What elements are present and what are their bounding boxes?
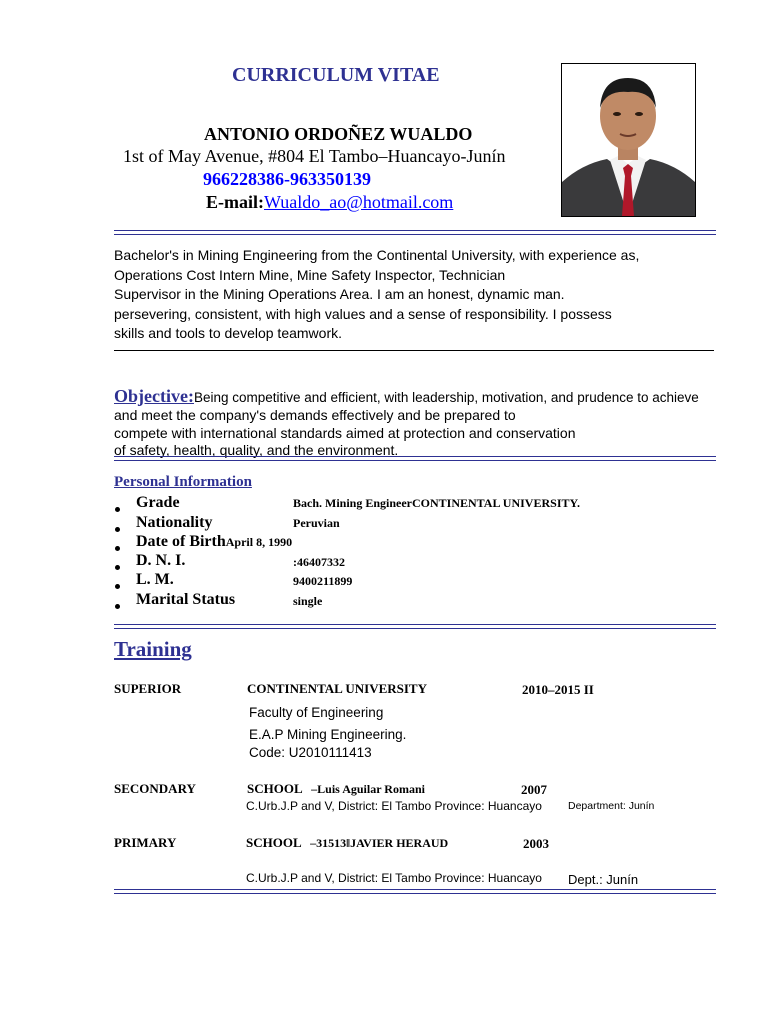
superior-faculty: Faculty of Engineering [249,705,384,720]
primary-department: Dept.: Junín [568,872,639,887]
header-divider [114,230,716,235]
objective-line: compete with international standards aimed at protection and conservation [114,424,576,441]
primary-school-row [246,835,448,851]
dob-value: April 8, 1990 [225,535,293,549]
email-row [206,192,461,213]
grade-label: Grade [136,494,180,511]
objective-line: of safety, health, quality, and the environment. [114,442,399,458]
profile-line: Supervisor in the Mining Operations Area. I am an honest, dynamic man. [114,286,565,302]
dob-label: Date of Birth [136,533,226,550]
dni-label: D. N. I. [136,552,186,569]
profile-line: Bachelor's in Mining Engineering from the Continental University, with experience as, [114,247,640,263]
personal-divider [114,624,716,629]
nationality-value: Peruvian [293,516,340,530]
primary-address: C.Urb.J.P and V, District: El Tambo Province: Huancayo [246,871,542,885]
profile-divider [114,350,714,351]
candidate-name: ANTONIO ORDOÑEZ WUALDO [204,124,473,144]
objective-line: and meet the company's demands effectively and be prepared to [114,407,516,423]
superior-code: Code: U2010111413 [249,745,372,760]
primary-year: 2003 [523,836,549,851]
grade-value: Bach. Mining EngineerCONTINENTAL UNIVERSITY. [293,496,581,510]
bullet-icon [115,604,120,609]
objective-continuation [114,407,576,460]
lm-value: 9400211899 [293,574,353,588]
email-label: E-mail: [206,192,264,212]
objective-label: Objective: [114,386,194,406]
bullet-icon [115,527,120,532]
marital-status-value: single [293,594,323,608]
bullet-icon [115,565,120,570]
primary-school-name: –31513‖JAVIER HERAUD [310,836,449,850]
email-link[interactable]: Wualdo_ao@hotmail.com [264,192,454,212]
superior-period: 2010–2015 II [522,682,594,697]
objective-divider [114,456,716,461]
profile-line: skills and tools to develop teamwork. [114,325,342,341]
personal-info-heading: Personal Information [114,474,252,490]
objective-first-line [114,386,699,407]
profile-summary [114,246,639,344]
profile-line: persevering, consistent, with high values and a sense of responsibility. I possess [114,305,612,322]
superior-school: E.A.P Mining Engineering. [249,727,407,742]
training-divider [114,889,716,894]
primary-level: PRIMARY [114,835,177,850]
secondary-level: SECONDARY [114,781,196,796]
nationality-label: Nationality [136,514,213,531]
secondary-school-label: SCHOOL [247,781,302,796]
phone-numbers: 966228386-963350139 [203,169,371,189]
primary-school-label: SCHOOL [246,835,301,850]
bullet-icon [115,507,120,512]
bullet-icon [115,584,120,589]
objective-text: Being competitive and efficient, with leadership, motivation, and prudence to achieve [193,390,699,405]
marital-status-label: Marital Status [136,591,236,608]
secondary-school-row [247,781,425,797]
address: 1st of May Avenue, #804 El Tambo–Huancayo-Junín [123,146,506,166]
dob-row [136,533,292,551]
page-title: CURRICULUM VITAE [232,64,440,86]
person-portrait-icon [562,64,695,216]
secondary-department: Department: Junín [568,800,655,812]
secondary-school-name: –Luis Aguilar Romani [311,782,425,796]
profile-photo [561,63,696,217]
bullet-icon [115,546,120,551]
superior-level: SUPERIOR [114,681,182,696]
secondary-address: C.Urb.J.P and V, District: El Tambo Province: Huancayo [246,799,542,813]
profile-line: Operations Cost Intern Mine, Mine Safety Inspector, Technician [114,266,506,283]
superior-institution: CONTINENTAL UNIVERSITY [247,681,427,696]
training-heading: Training [114,637,192,661]
lm-label: L. M. [136,571,174,588]
dni-value: :46407332 [293,555,345,569]
secondary-year: 2007 [521,782,547,797]
